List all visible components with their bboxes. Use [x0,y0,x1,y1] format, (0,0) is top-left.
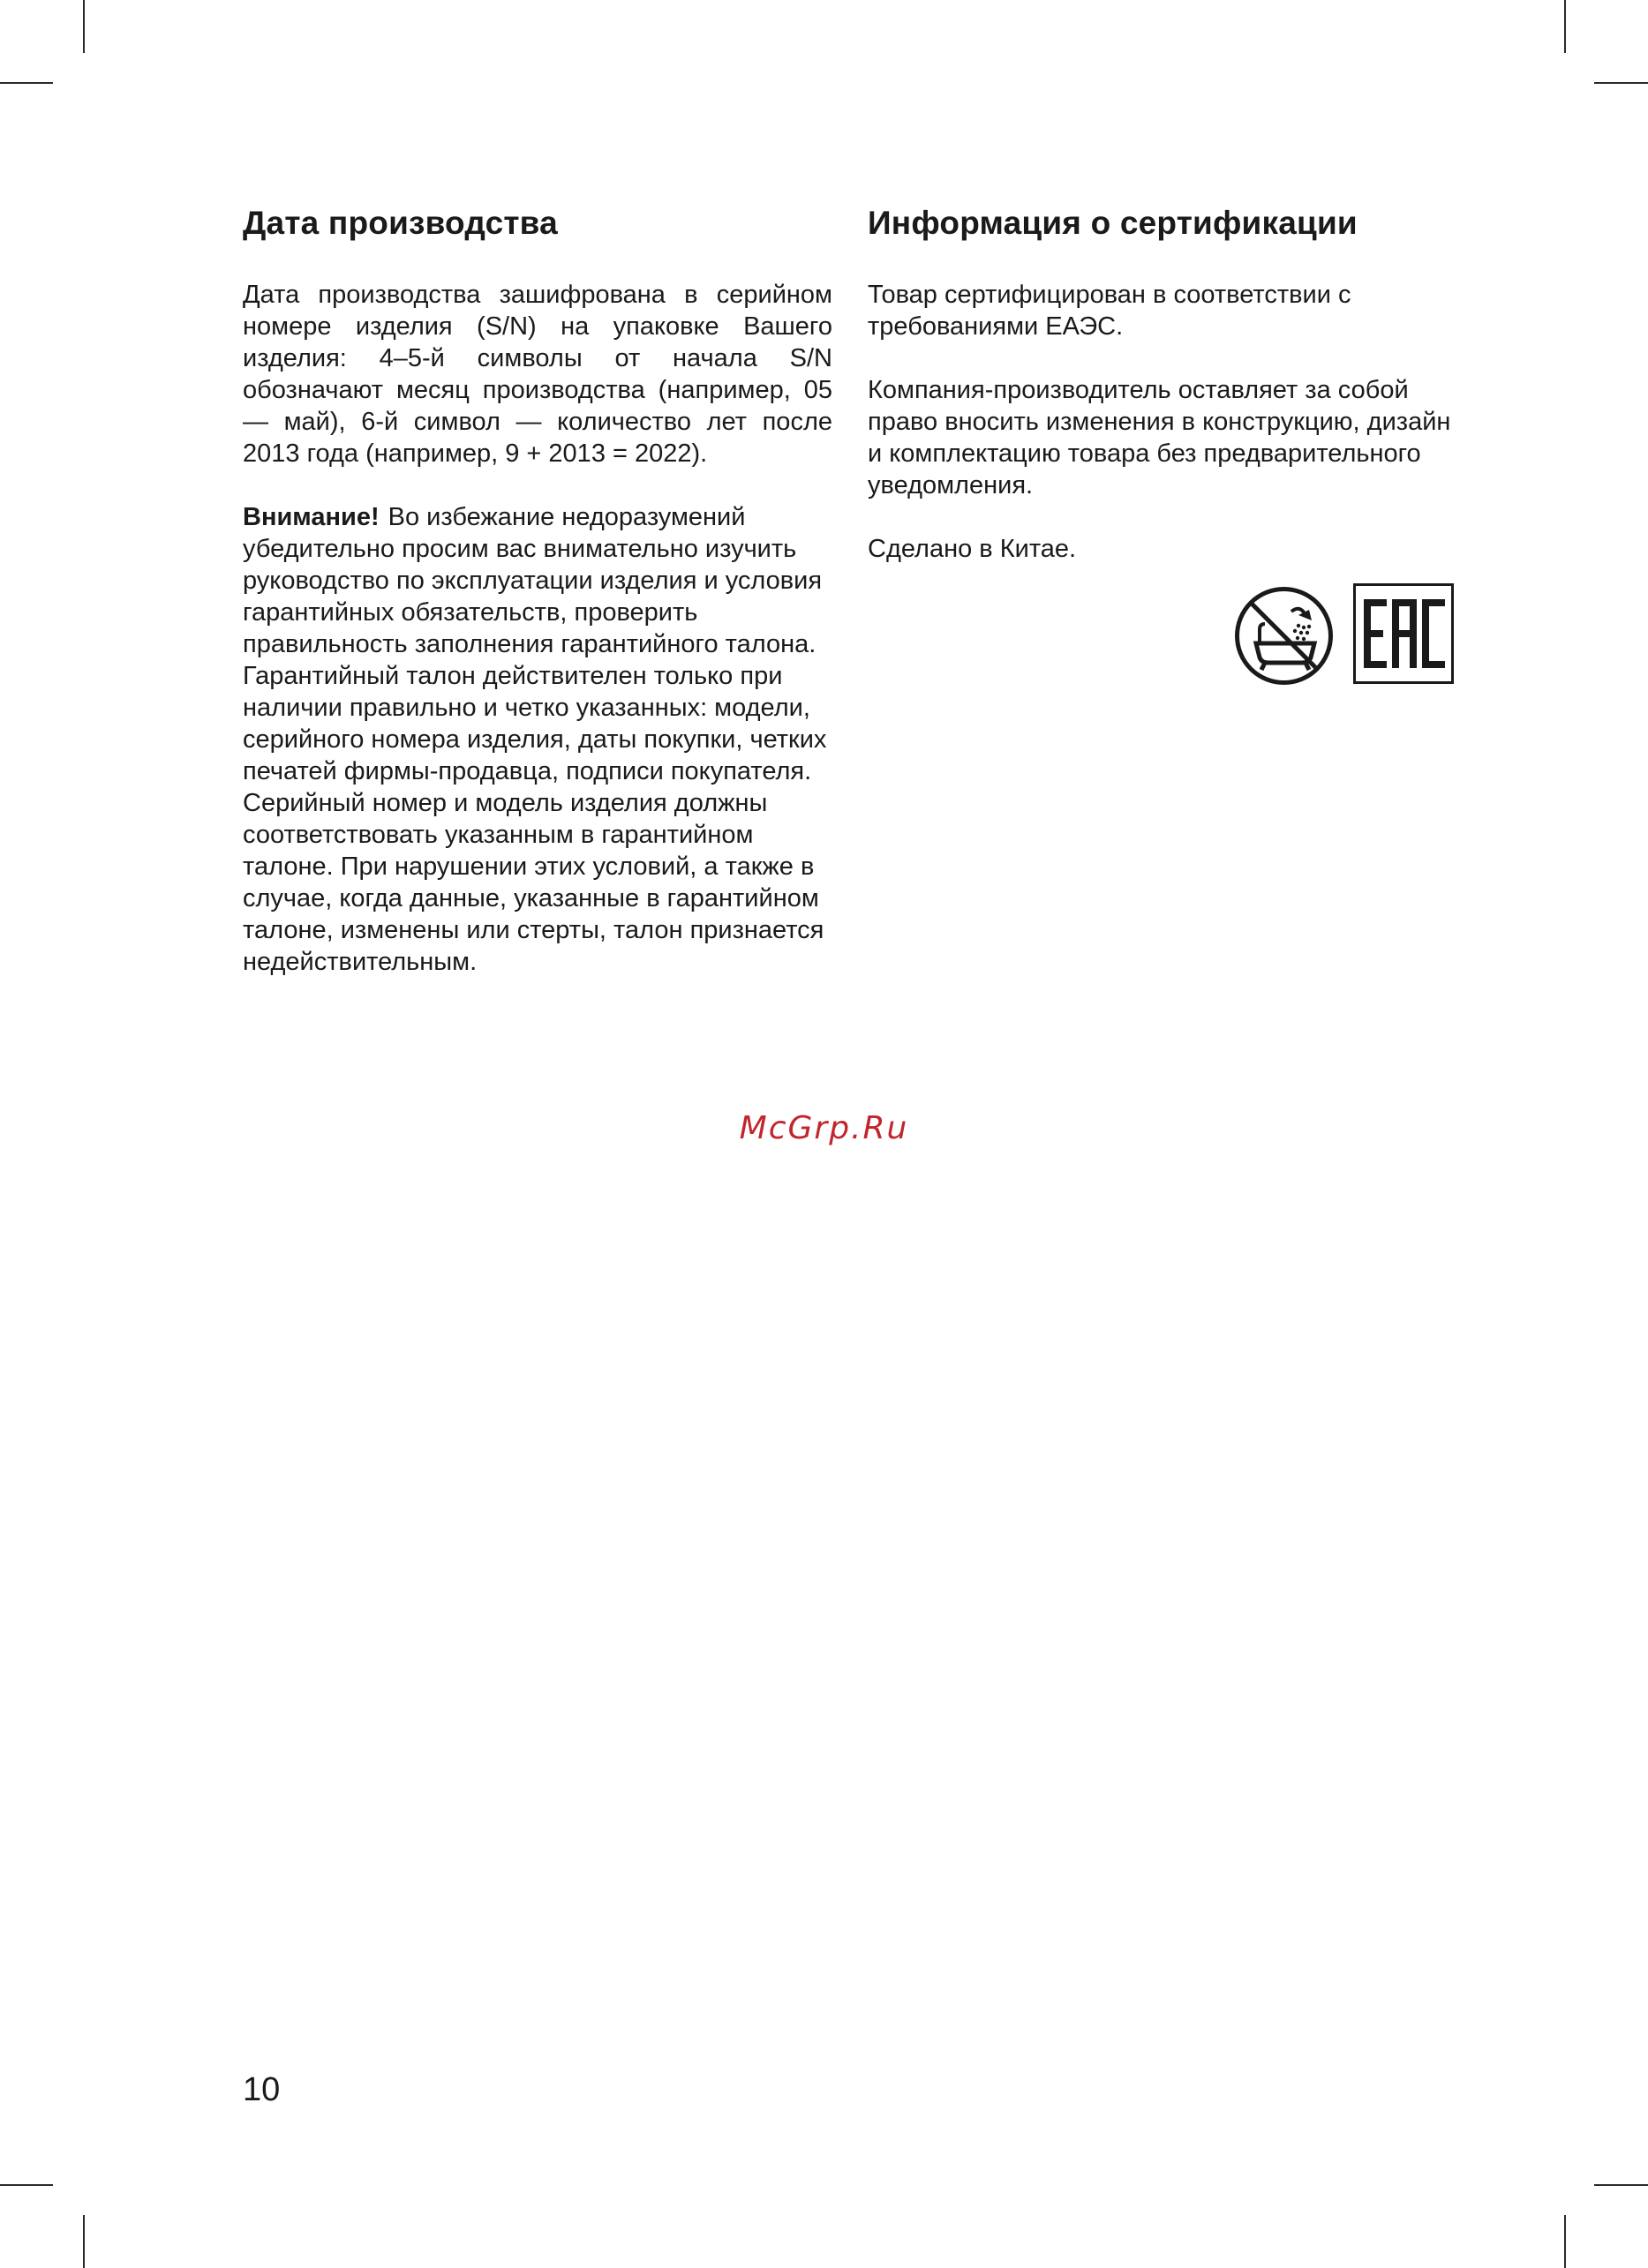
warning-text: Во избежание недоразумений убедительно просим вас внимательно изучить руководство по эксплуатации изделия и условия гарантийных обязательств, проверить правильность заполнения гарантийного талона. Гарантийный талон действителен только при наличии правильно и четко указанных: модели, серийного номера изделия, даты покупки, четких печатей фирмы-продавца, подписи покупателя. Серийный номер и модель изделия должны соответствовать указанным в гарантийном талоне. При нарушении этих условий, а также в случае, когда данные, указанные в гарантийном талоне, изменены или стерты, талон признается недействительным. [243,503,827,976]
page-number: 10 [243,2071,281,2108]
certification-heading: Информация о сертификации [868,205,1358,241]
production-date-text: Дата производства зашифрована в серийном номере изделия (S/N) на упаковке Вашего изделия: 4–5-й символы от начала S/N обозначают месяц производства (например, 05 — май), 6-й символ — количество лет после 2013 года (например, 9 + 2013 = 2022). [243,281,832,468]
crop-mark [0,2184,53,2186]
watermark: McGrp.Ru [739,1110,909,1146]
warning-paragraph [243,501,832,978]
crop-mark [83,0,85,53]
crop-mark [1594,82,1648,84]
warning-title: Внимание! [243,503,380,531]
eac-mark-icon [1353,583,1454,684]
made-in-text: Сделано в Китае. [868,535,1077,563]
crop-mark [1564,2215,1566,2268]
crop-mark [83,2215,85,2268]
certification-marks [1233,583,1454,685]
certification-text: Товар сертифицирован в соответствии с требованиями ЕАЭС. [868,281,1351,341]
no-bath-use-icon [1233,585,1335,687]
certification-section [868,199,1459,597]
production-date-section [243,199,832,1010]
crop-mark [1564,0,1566,53]
crop-mark [1594,2184,1648,2186]
rights-text: Компания-производитель оставляет за собой право вносить изменения в конструкцию, дизайн и комплектацию товара без предварительного уведомления. [868,376,1451,499]
crop-mark [0,82,53,84]
production-date-heading: Дата производства [243,205,558,241]
